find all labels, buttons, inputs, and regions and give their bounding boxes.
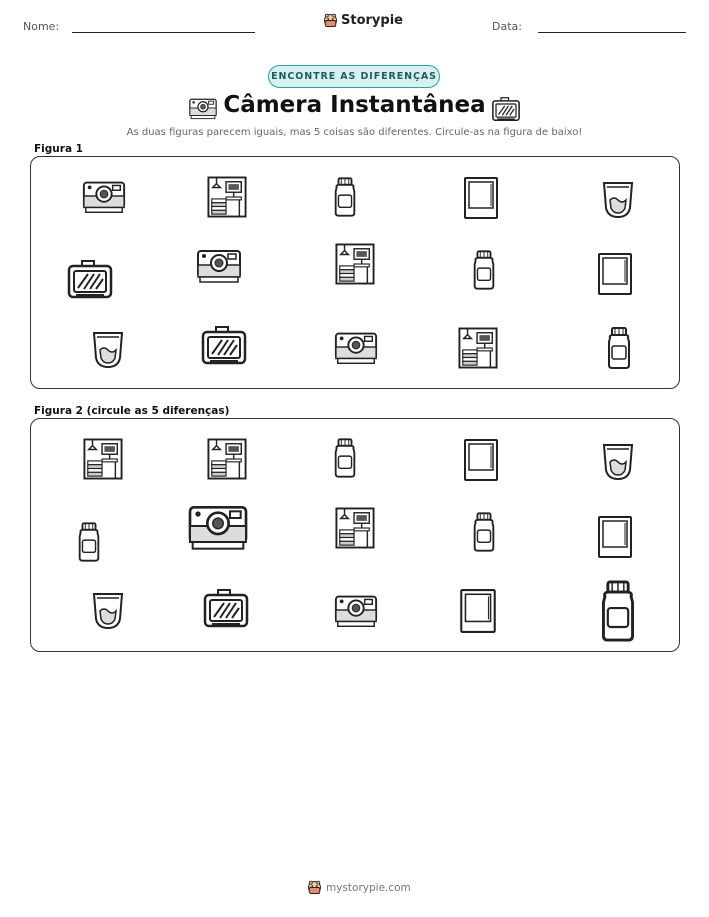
page-title: Câmera Instantânea [223,92,486,118]
jar-icon[interactable] [75,519,103,565]
instant-camera-icon [81,176,127,216]
date-label: Data: [492,20,522,33]
instant-camera-icon[interactable] [186,499,250,553]
polaroid-frame-icon [463,176,499,220]
jar-icon[interactable] [596,579,640,643]
footer-url[interactable]: mystorypie.com [326,881,411,894]
jar-icon [470,510,498,554]
instant-camera-icon [195,245,243,285]
photo-station-icon [207,438,247,480]
figure-2-label: Figura 2 (circule as 5 diferenças) [34,405,230,417]
footer [307,880,411,895]
polaroid-frame-icon [463,438,499,482]
film-camera-icon [200,324,248,366]
figure-1-label: Figura 1 [34,143,83,155]
brand-name: Storypie [341,13,403,28]
jar-icon [604,325,634,371]
mascot-icon [307,880,322,895]
film-camera-icon [66,258,114,300]
date-field[interactable] [538,32,686,33]
mascot-icon [323,13,338,28]
polaroid-frame-icon [597,515,633,559]
film-camera-icon [491,95,521,123]
jar-icon [331,176,359,218]
photo-station-icon [207,176,247,218]
polaroid-frame-icon [597,252,633,296]
brand-logo [323,13,403,28]
name-field[interactable] [72,32,255,33]
activity-badge: ENCONTRE AS DIFERENÇAS [268,65,440,88]
pouch-icon [89,589,127,631]
instructions: As duas figuras parecem iguais, mas 5 coisas são diferentes. Circule-as na figura de baixo! [126,127,583,138]
figure-2-panel [30,418,680,652]
pouch-icon [599,178,637,220]
film-camera-icon [202,587,250,629]
jar-icon [470,248,498,292]
instant-camera-icon [333,590,379,630]
pouch-icon [89,328,127,370]
name-label: Nome: [23,20,60,33]
figure-1-panel [30,156,680,389]
photo-station-icon[interactable] [83,438,123,480]
jar-icon [331,436,359,480]
pouch-icon [599,440,637,482]
photo-station-icon [335,507,375,549]
photo-station-icon [458,326,498,370]
photo-station-icon [335,243,375,285]
instant-camera-icon [333,327,379,367]
polaroid-frame-icon[interactable] [459,588,497,634]
